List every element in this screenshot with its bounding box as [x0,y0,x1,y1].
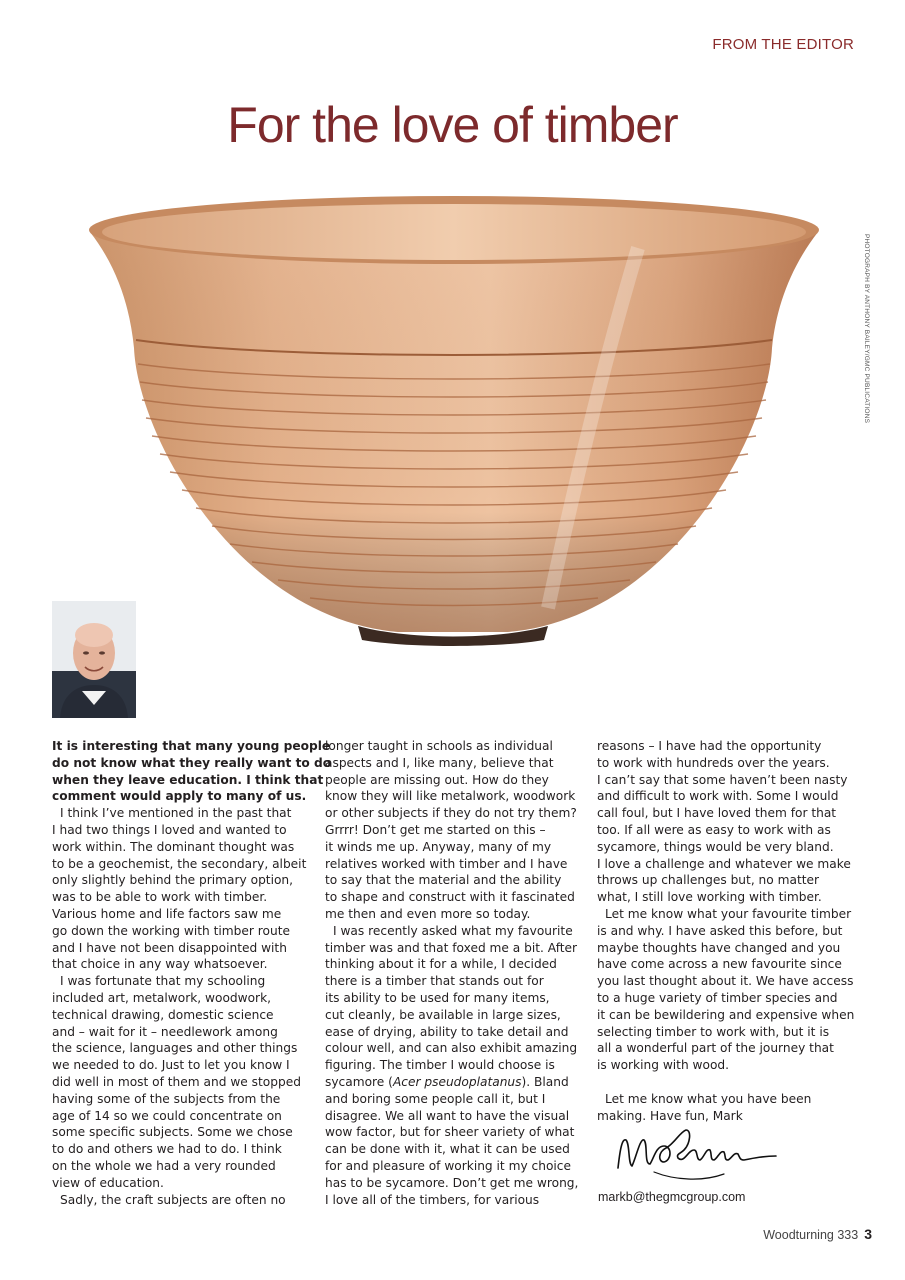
body-text: Let me know what your favourite timber [605,906,852,921]
body-text: thinking about it for a while, I decided [325,957,557,972]
body-text: it can be bewildering and expensive when [597,1007,855,1022]
paragraph-gap [597,1074,853,1091]
body-text: is and why. I have asked this before, but [597,923,843,938]
section-label: FROM THE EDITOR [712,36,854,53]
page-footer [763,1226,872,1244]
body-text: and boring some people call it, but I [325,1091,546,1106]
body-text: there is a timber that stands out for [325,974,544,989]
body-text: Sadly, the craft subjects are often no [60,1192,286,1207]
body-text: disagree. We all want to have the visual [325,1108,570,1123]
body-text: I was recently asked what my favourite [333,923,573,938]
body-text: ease of drying, ability to take detail and [325,1024,569,1039]
body-text: on the whole we had a very rounded [52,1158,276,1173]
body-text: have come across a new favourite since [597,957,842,972]
body-text: some specific subjects. Some we chose [52,1125,293,1140]
body-text: timber was and that foxed me a bit. After [325,940,578,955]
body-text: to say that the material and the ability [325,873,562,888]
species-prefix: sycamore ( [325,1074,393,1089]
body-text: can be done with it, what it can be used [325,1142,570,1157]
body-text: to shape and construct with it fascinated [325,890,575,905]
body-text: technical drawing, domestic science [52,1007,274,1022]
body-text: work within. The dominant thought was [52,839,295,854]
body-text: figuring. The timber I would choose is [325,1058,555,1073]
body-text: I had two things I loved and wanted to [52,822,287,837]
body-text: I love all of the timbers, for various [325,1192,540,1207]
body-text: I love a challenge and whatever we make [597,856,851,871]
body-text: selecting timber to work with, but it is [597,1024,830,1039]
body-text: me then and even more so today. [325,906,531,921]
article-column-3 [597,738,853,1124]
body-text: the science, languages and other things [52,1041,298,1056]
article-column-1 [52,738,332,1208]
body-text: wow factor, but for sheer variety of what [325,1125,575,1140]
turned-bowl-image [78,188,826,648]
body-text: I was fortunate that my schooling [60,974,266,989]
body-text: Grrrr! Don’t get me started on this – [325,822,546,837]
body-text: relatives worked with timber and I have [325,856,568,871]
body-text: we needed to do. Just to let you know I [52,1058,290,1073]
body-text: it winds me up. Anyway, many of my [325,839,552,854]
body-text: or other subjects if they do not try them? [325,806,577,821]
body-text: colour well, and can also exhibit amazing [325,1041,578,1056]
body-text: you last thought about it. We have access [597,974,854,989]
body-text: maybe thoughts have changed and you [597,940,841,955]
body-text: all a wonderful part of the journey that [597,1041,834,1056]
body-text: its ability to be used for many items, [325,990,550,1005]
body-text: throws up challenges but, no matter [597,873,820,888]
editor-signature [614,1124,780,1188]
body-text: know they will like metalwork, woodwork [325,789,576,804]
body-text: was to be able to work with timber. [52,890,268,905]
intro-text: comment would apply to many of us. [52,789,307,804]
species-line [325,1074,581,1091]
intro-text: when they leave education. I think that [52,772,324,787]
body-text: and difficult to work with. Some I would [597,789,839,804]
body-text: view of education. [52,1175,164,1190]
body-text: to be a geochemist, the secondary, albeit [52,856,307,871]
photo-credit-text: PHOTOGRAPH BY ANTHONY BAILEY/GMC PUBLICATIONS [863,234,870,424]
magazine-issue: Woodturning 333 [763,1228,859,1242]
intro-text: It is interesting that many young people [52,739,331,753]
editor-portrait [52,601,136,718]
body-text: too. If all were as easy to work with as [597,822,831,837]
body-text: go down the working with timber route [52,923,291,938]
species-latin-name: Acer pseudoplatanus [392,1074,522,1089]
body-text: people are missing out. How do they [325,772,549,787]
body-text: reasons – I have had the opportunity [597,739,822,753]
body-text: for and pleasure of working it my choice [325,1158,572,1173]
body-text: what, I still love working with timber. [597,890,822,905]
page-title: For the love of timber [227,97,678,153]
body-text: and I have not been disappointed with [52,940,287,955]
signoff-text: making. Have fun, Mark [597,1108,743,1123]
body-text: to work with hundreds over the years. [597,755,830,770]
body-text: that choice in any way whatsoever. [52,957,268,972]
body-text: has to be sycamore. Don’t get me wrong, [325,1175,579,1190]
body-text: included art, metalwork, woodwork, [52,990,272,1005]
page-number: 3 [864,1226,872,1242]
body-text: longer taught in schools as individual [325,739,553,753]
article-column-2 [325,738,581,1208]
body-text: age of 14 so we could concentrate on [52,1108,282,1123]
body-text: is working with wood. [597,1058,730,1073]
body-text: to a huge variety of timber species and [597,990,838,1005]
body-text: I can’t say that some haven’t been nasty [597,772,848,787]
body-text: call foul, but I have loved them for that [597,806,837,821]
body-text: having some of the subjects from the [52,1091,281,1106]
intro-text: do not know what they really want to do [52,755,332,770]
photo-credit [862,234,872,424]
body-text: to do and others we had to do. I think [52,1142,282,1157]
body-text: sycamore, things would be very bland. [597,839,834,854]
body-text: only slightly behind the primary option, [52,873,294,888]
body-text: I think I’ve mentioned in the past that [60,806,292,821]
body-text: and – wait for it – needlework among [52,1024,278,1039]
body-text: did well in most of them and we stopped [52,1074,301,1089]
body-text: cut cleanly, be available in large sizes, [325,1007,561,1022]
body-text: aspects and I, like many, believe that [325,755,554,770]
bowl-rim-inner [102,204,806,260]
body-text: Various home and life factors saw me [52,906,282,921]
species-suffix: ). Bland [521,1074,569,1089]
editor-email[interactable]: markb@thegmcgroup.com [598,1190,746,1204]
signoff-text: Let me know what you have been [605,1091,812,1106]
